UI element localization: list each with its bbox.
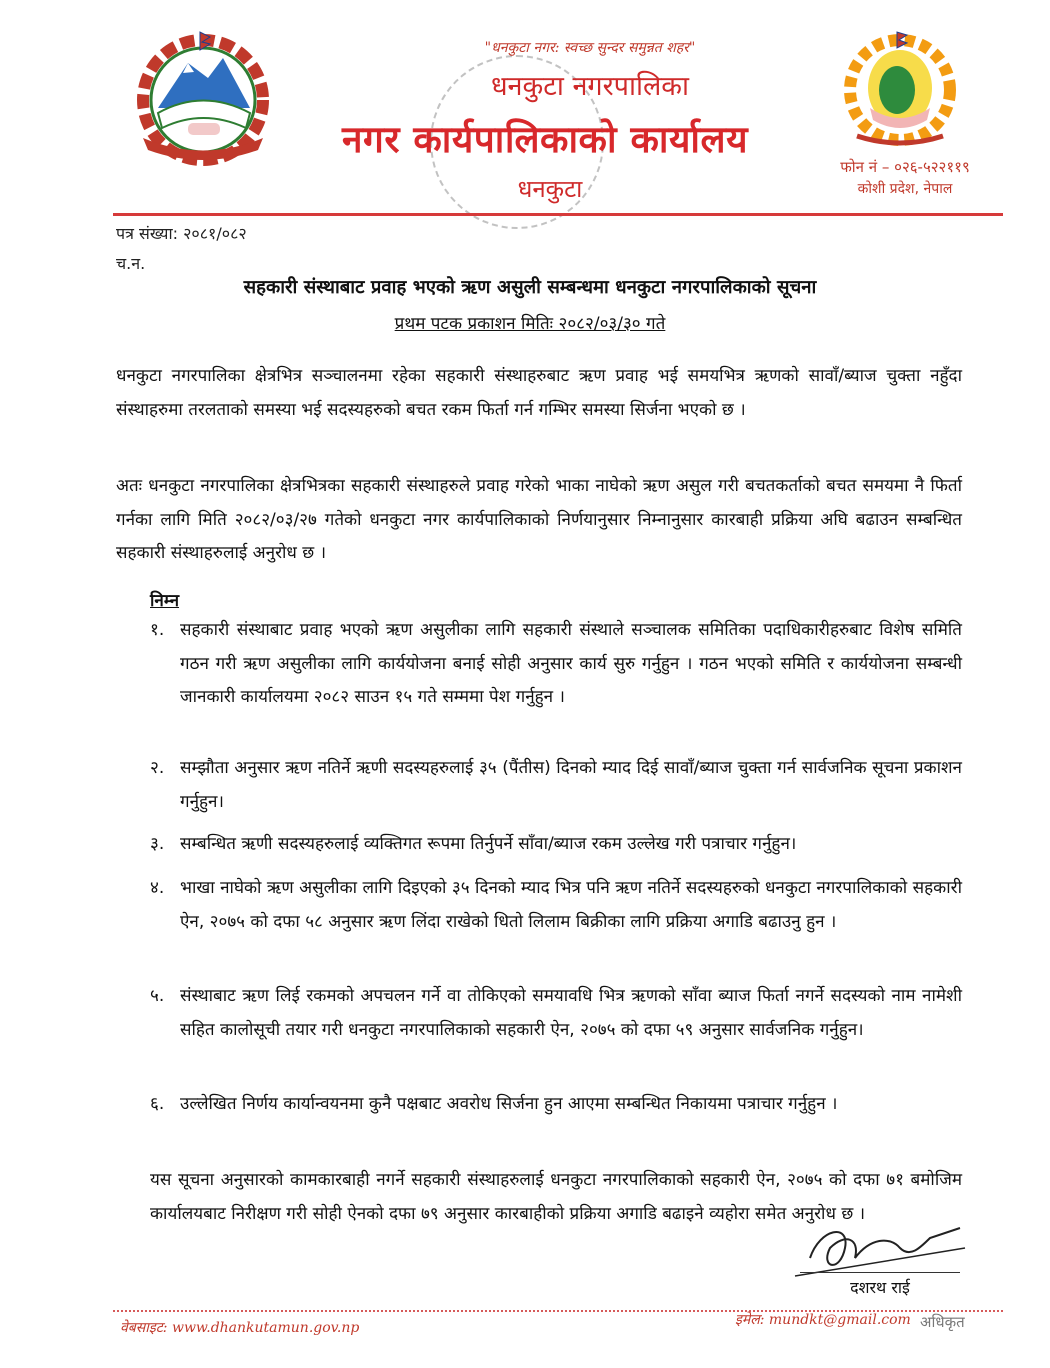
email-link[interactable]: इमेल: mundkt@gmail.com: [735, 1312, 911, 1328]
list-item: [150, 752, 962, 819]
list-heading: निम्न: [150, 591, 180, 611]
header-divider: [113, 213, 1003, 216]
list-item-number: ३.: [150, 834, 165, 854]
province-address: कोशी प्रदेश, नेपाल: [857, 181, 953, 197]
list-item-text: सहकारी संस्थाबाट प्रवाह भएको ऋण असुलीका लागि सहकारी संस्थाले सञ्चालक समितिका पदाधिकारीहरुबाट विशेष समिति गठन गरी ऋण असुलीका लागि कार्ययोजना बनाई सोही अनुसार कार्य सुरु गर्नुहुन । गठन भएको समिति र कार्ययोजना सम्बन्धी जानकारी कार्यालयमा २०८२ साउन १५ गते सम्ममा पेश गर्नुहुन ।: [180, 620, 962, 707]
list-item-text: उल्लेखित निर्णय कार्यान्वयनमा कुनै पक्षबाट अवरोध सिर्जना हुन आएमा सम्बन्धित निकायमा पत्राचार गर्नुहुन ।: [180, 1094, 838, 1114]
list-item: [150, 614, 962, 715]
list-item-text: संस्थाबाट ऋण लिई रकमको अपचलन गर्ने वा तोकिएको समयावधि भित्र ऋणको साँवा ब्याज फिर्ता नगर्ने सदस्यको नाम नामेशी सहित कालोसूची तयार गरी धनकुटा नगरपालिकाको सहकारी ऐन, २०७५ को दफा ५९ अनुसार सार्वजनिक गर्नुहुन।: [180, 986, 962, 1040]
dispatch-number: च.न.: [116, 254, 146, 273]
phone-number: फोन नं – ०२६-५२२११९: [840, 158, 970, 176]
publication-date: [100, 311, 960, 334]
list-item-number: ४.: [150, 878, 165, 898]
list-item: [150, 828, 962, 862]
signer-name: दशरथ राई: [850, 1278, 910, 1297]
municipality-logo: [835, 28, 965, 158]
city-name: धनकुटा: [517, 175, 583, 203]
website-link[interactable]: वेबसाइट: www.dhankutamun.gov.np: [120, 1320, 360, 1336]
list-item: [150, 1088, 962, 1122]
slogan: "धनकुटा नगर: स्वच्छ सुन्दर समुन्नत शहर": [484, 40, 696, 56]
list-item-number: ६.: [150, 1094, 165, 1114]
list-item-number: २.: [150, 758, 165, 778]
list-item-text: सम्झौता अनुसार ऋण नतिर्ने ऋणी सदस्यहरुलाई ३५ (पैंतीस) दिनको म्याद दिई सावाँ/ब्याज चुक्ता गर्न सार्वजनिक सूचना प्रकाशन गर्नुहुन।: [180, 758, 962, 812]
signature-mark: [790, 1218, 970, 1278]
list-item-number: १.: [150, 620, 165, 640]
closing-paragraph: यस सूचना अनुसारको कामकारबाही नगर्ने सहकारी संस्थाहरुलाई धनकुटा नगरपालिकाको सहकारी ऐन, २०७५ को दफा ७१ बमोजिम कार्यालयबाट निरीक्षण गरी सोही ऐनको दफा ७९ अनुसार कारबाहीको प्रक्रिया अगाडि बढाइने व्यहोरा समेत अनुरोध छ ।: [150, 1170, 962, 1224]
list-item-text: भाखा नाघेको ऋण असुलीका लागि दिइएको ३५ दिनको म्याद भित्र पनि ऋण नतिर्ने सदस्यहरुको धनकुटा नगरपालिकाको सहकारी ऐन, २०७५ को दफा ५८ अनुसार ऋण लिंदा राखेको धितो लिलाम बिक्रीका लागि प्रक्रिया अगाडि बढाउनु हुन ।: [180, 878, 962, 932]
publication-date-text: प्रथम पटक प्रकाशन मितिः २०८२/०३/३० गते: [394, 314, 666, 334]
request-paragraph: अतः धनकुटा नगरपालिका क्षेत्रभित्रका सहकारी संस्थाहरुले प्रवाह गरेको भाका नाघेको ऋण असुल गरी बचतकर्ताको बचत समयमा नै फिर्ता गर्नका लागि मिति २०८२/०३/२७ गतेको धनकुटा नगर कार्यपालिकाको निर्णयानुसार निम्नानुसार कारबाही प्रक्रिया अघि बढाउन सम्बन्धित सहकारी संस्थाहरुलाई अनुरोध छ ।: [116, 476, 962, 563]
list-item-text: सम्बन्धित ऋणी सदस्यहरुलाई व्यक्तिगत रूपमा तिर्नुपर्ने साँवा/ब्याज रकम उल्लेख गरी पत्राचार गर्नुहुन।: [180, 834, 797, 854]
notice-title: सहकारी संस्थाबाट प्रवाह भएको ऋण असुली सम्बन्धमा धनकुटा नगरपालिकाको सूचना: [243, 277, 817, 298]
nepal-coat-of-arms-emblem: [128, 28, 278, 173]
signature-line: [800, 1272, 960, 1273]
list-item: [150, 980, 962, 1047]
intro-paragraph: धनकुटा नगरपालिका क्षेत्रभित्र सञ्चालनमा रहेका सहकारी संस्थाहरुबाट ऋण प्रवाह भई समयभित्र ऋणको सावाँ/ब्याज चुक्ता नहुँदा संस्थाहरुमा तरलताको समस्या भई सदस्यहरुको बचत रकम फिर्ता गर्न गम्भिर समस्या सिर्जना भएको छ ।: [116, 366, 962, 420]
letter-number: पत्र संख्या: २०८१/०८२: [116, 224, 247, 243]
municipality-name: धनकुटा नगरपालिका: [490, 71, 690, 102]
list-item-number: ५.: [150, 986, 165, 1006]
list-item: [150, 872, 962, 939]
stamp-title: अधिकृत: [920, 1313, 965, 1331]
office-title: नगर कार्यपालिकाको कार्यालय: [341, 118, 749, 161]
